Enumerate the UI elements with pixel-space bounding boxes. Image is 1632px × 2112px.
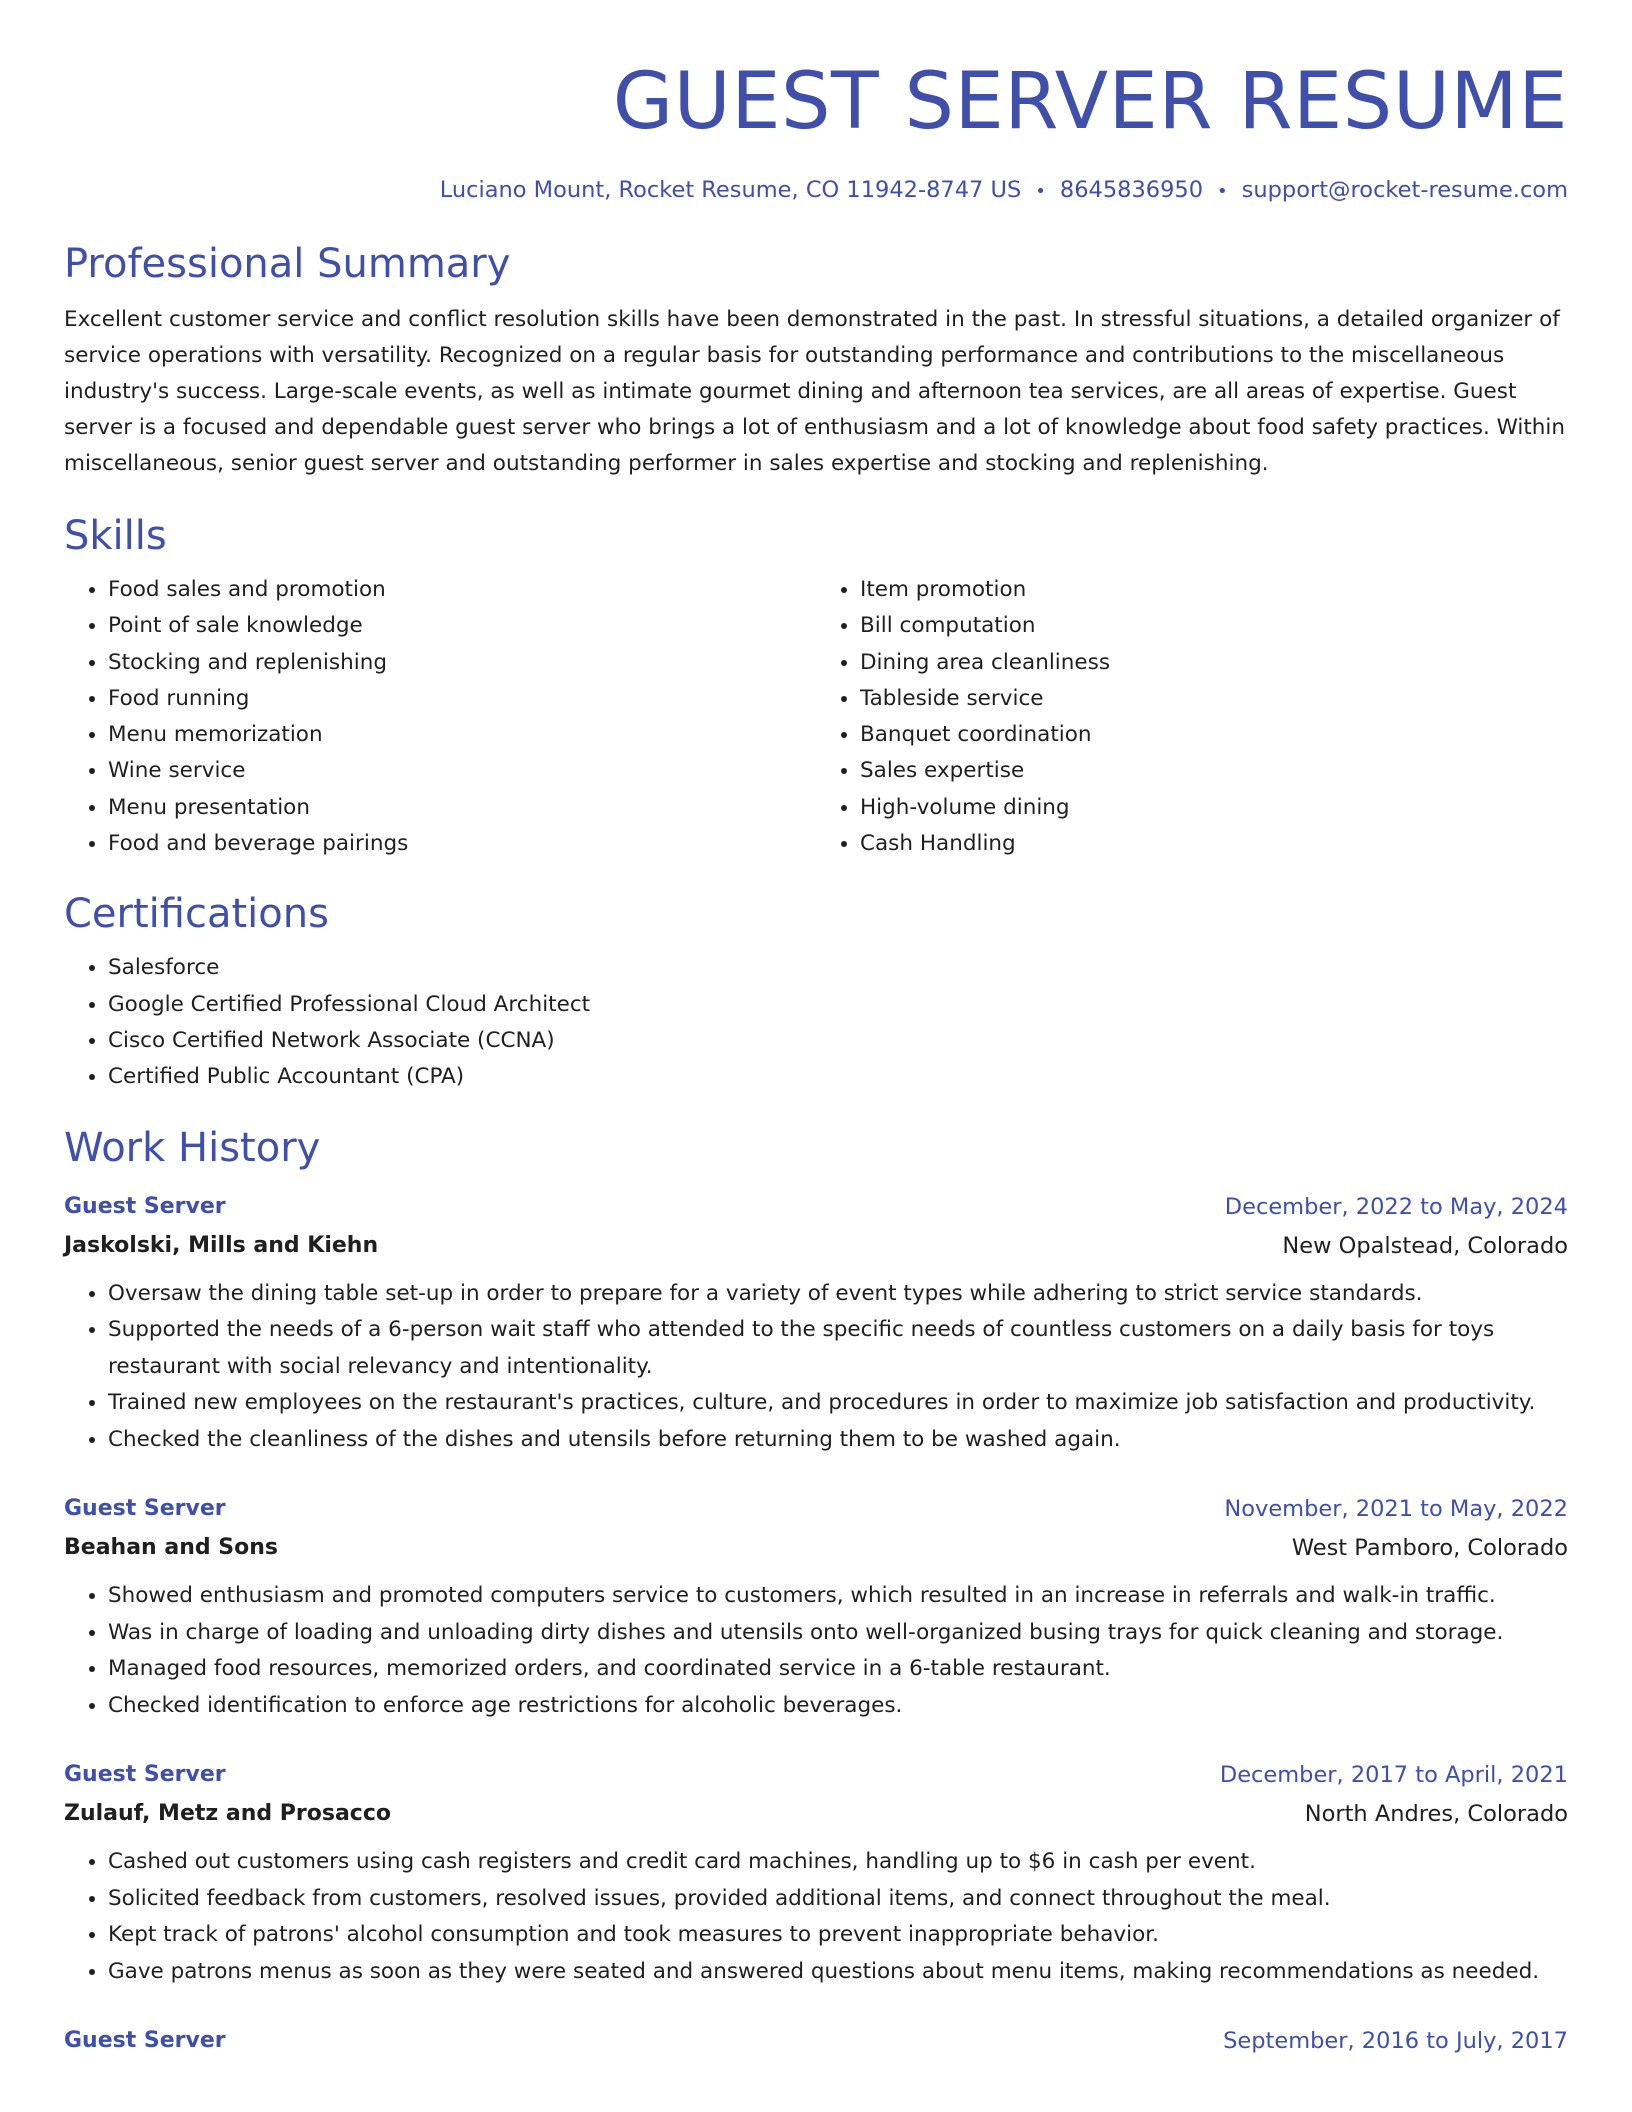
certification-item: • Salesforce xyxy=(108,950,1568,986)
section-title-summary: Professional Summary xyxy=(64,241,511,287)
job-entry xyxy=(64,1490,1568,1724)
skill-item: • Sales expertise xyxy=(860,753,1568,789)
job-title: Guest Server xyxy=(64,2028,226,2054)
job-duties-list xyxy=(64,1578,1568,1724)
job-company-row xyxy=(64,1794,1568,1834)
job-duties-list xyxy=(64,1844,1568,1990)
contact-email[interactable]: support@rocket-resume.com xyxy=(1241,177,1568,203)
job-duty-item: • Kept track of patrons' alcohol consumption and took measures to prevent inappropriate behavior. xyxy=(108,1917,1568,1954)
skill-item: • Wine service xyxy=(108,753,816,789)
job-duty-item: • Solicited feedback from customers, resolved issues, provided additional items, and connect throughout the meal. xyxy=(108,1881,1568,1918)
certification-item: • Google Certified Professional Cloud Architect xyxy=(108,987,1568,1023)
skill-item: • Bill computation xyxy=(860,608,1568,644)
skill-item: • Food running xyxy=(108,681,816,717)
job-dates: November, 2021 to May, 2022 xyxy=(1224,1496,1568,1523)
skill-item: • Tableside service xyxy=(860,681,1568,717)
job-duty-item: • Trained new employees on the restaurant's practices, culture, and procedures in order to maximize job satisfaction and productivity. xyxy=(108,1385,1568,1422)
certification-item: • Cisco Certified Network Associate (CCNA) xyxy=(108,1023,1568,1059)
skills-column-left xyxy=(64,572,816,862)
skills-column-right xyxy=(816,572,1568,862)
job-location: West Pamboro, Colorado xyxy=(1291,1535,1568,1562)
certifications-list xyxy=(64,950,1568,1095)
skill-item: • Menu memorization xyxy=(108,717,816,753)
job-company: Zulauf, Metz and Prosacco xyxy=(64,1801,391,1827)
job-dates: December, 2022 to May, 2024 xyxy=(1224,1193,1568,1220)
skills-list xyxy=(64,572,1568,862)
skill-item: • Menu presentation xyxy=(108,790,816,826)
job-duty-item: • Showed enthusiasm and promoted computers service to customers, which resulted in an increase in referrals and walk-in traffic. xyxy=(108,1578,1568,1615)
contact-phone: 8645836950 xyxy=(1059,177,1204,203)
skill-item: • Item promotion xyxy=(860,572,1568,608)
certification-item: • Certified Public Accountant (CPA) xyxy=(108,1059,1568,1095)
job-duty-item: • Was in charge of loading and unloading dirty dishes and utensils onto well-organized busing trays for quick cleaning and storage. xyxy=(108,1615,1568,1652)
summary-text: Excellent customer service and conflict resolution skills have been demonstrated in the past. In stressful situations, a detailed organizer of service operations with versatility. Recognized on a regular basis for outstanding performance and contributions to the miscellaneous industry's success. Large-scale events, as well as intimate gourmet dining and afternoon tea services, are all areas of expertise. Guest server is a focused and dependable guest server who brings a lot of enthusiasm and a lot of knowledge about food safety practices. Within miscellaneous, senior guest server and outstanding performer in sales expertise and stocking and replenishing. xyxy=(64,307,1566,476)
job-company: Beahan and Sons xyxy=(64,1535,278,1561)
contact-line xyxy=(64,175,1568,207)
skill-item: • Stocking and replenishing xyxy=(108,645,816,681)
section-title-skills: Skills xyxy=(64,513,167,559)
job-duty-item: • Managed food resources, memorized orders, and coordinated service in a 6-table restaurant. xyxy=(108,1651,1568,1688)
skill-item: • High-volume dining xyxy=(860,790,1568,826)
job-header-row xyxy=(64,1756,1568,1794)
job-entry xyxy=(64,2022,1568,2060)
contact-address: Luciano Mount, Rocket Resume, CO 11942-8747 US xyxy=(439,177,1022,203)
job-duties-list xyxy=(64,1276,1568,1459)
job-entry xyxy=(64,1188,1568,1459)
resume-title: GUEST SERVER RESUME xyxy=(612,57,1568,147)
job-title: Guest Server xyxy=(64,1496,226,1522)
job-entry xyxy=(64,1756,1568,1990)
job-duty-item: • Oversaw the dining table set-up in order to prepare for a variety of event types while adhering to strict service standards. xyxy=(108,1276,1568,1313)
job-company-row xyxy=(64,1528,1568,1568)
job-company-row xyxy=(64,1226,1568,1266)
job-duty-item: • Supported the needs of a 6-person wait staff who attended to the specific needs of countless customers on a daily basis for toys restaurant with social relevancy and intentionality. xyxy=(108,1312,1568,1385)
section-title-certifications: Certifications xyxy=(64,891,329,938)
job-duty-item: • Checked identification to enforce age restrictions for alcoholic beverages. xyxy=(108,1688,1568,1725)
job-company: Jaskolski, Mills and Kiehn xyxy=(64,1232,379,1258)
job-duty-item: • Checked the cleanliness of the dishes and utensils before returning them to be washed again. xyxy=(108,1422,1568,1459)
job-dates: September, 2016 to July, 2017 xyxy=(1223,2028,1568,2055)
skill-item: • Dining area cleanliness xyxy=(860,645,1568,681)
resume-page xyxy=(64,0,1568,2060)
section-title-work-history: Work History xyxy=(64,1124,321,1171)
job-title: Guest Server xyxy=(64,1762,226,1788)
job-duty-item: • Gave patrons menus as soon as they were seated and answered questions about menu items, making recommendations as needed. xyxy=(108,1954,1568,1991)
job-header-row xyxy=(64,1490,1568,1528)
job-dates: December, 2017 to April, 2021 xyxy=(1219,1762,1568,1789)
job-location: New Opalstead, Colorado xyxy=(1282,1232,1568,1259)
job-duty-item: • Cashed out customers using cash registers and credit card machines, handling up to $6 in cash per event. xyxy=(108,1844,1568,1881)
job-header-row xyxy=(64,1188,1568,1226)
skill-item: • Food and beverage pairings xyxy=(108,826,816,862)
job-title: Guest Server xyxy=(64,1193,226,1219)
work-history-list xyxy=(64,1188,1568,2061)
job-location: North Andres, Colorado xyxy=(1304,1801,1568,1828)
skill-item: • Banquet coordination xyxy=(860,717,1568,753)
contact-separator: • xyxy=(1035,181,1046,202)
contact-separator: • xyxy=(1217,181,1228,202)
skill-item: • Point of sale knowledge xyxy=(108,608,816,644)
skill-item: • Food sales and promotion xyxy=(108,572,816,608)
job-header-row xyxy=(64,2022,1568,2060)
skill-item: • Cash Handling xyxy=(860,826,1568,862)
